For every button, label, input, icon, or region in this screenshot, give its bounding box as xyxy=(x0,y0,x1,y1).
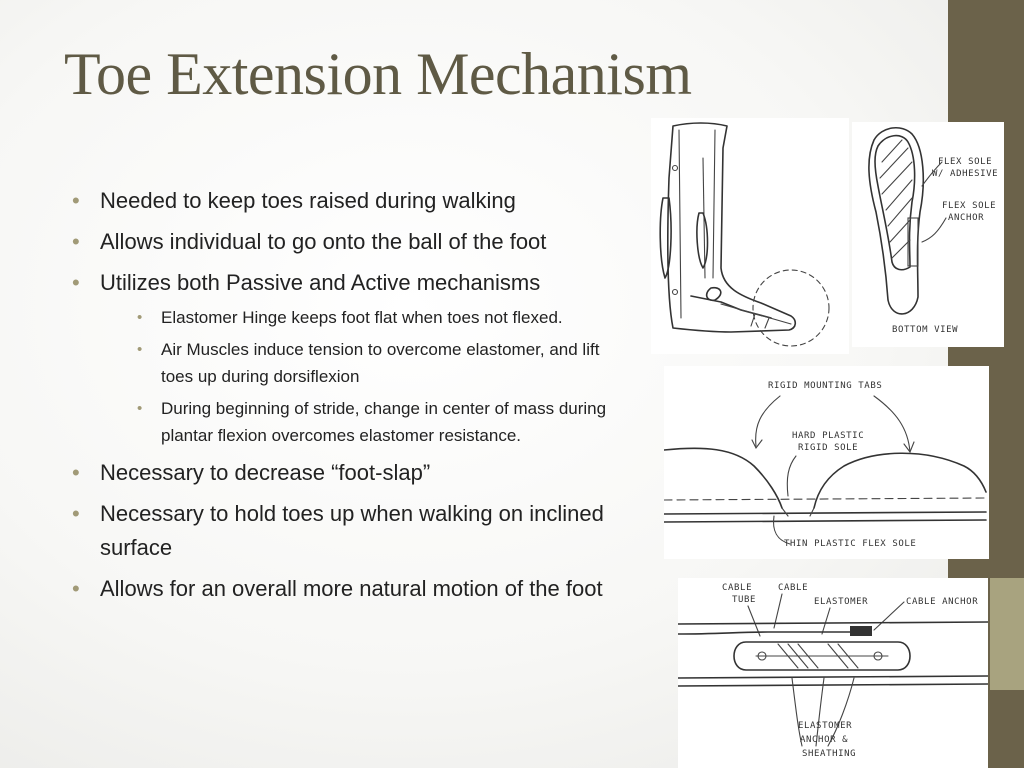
sub-bullet-item: • Air Muscles induce tension to overcome elastomer, and lift toes up during dorsiflexion xyxy=(100,336,632,390)
label-rigid-sole-text: RIGID SOLE xyxy=(798,443,859,453)
bullet-item xyxy=(72,266,632,449)
label-bottom-view: BOTTOM VIEW xyxy=(892,325,959,335)
bullet-text: Utilizes both Passive and Active mechanisms xyxy=(100,270,541,295)
label-flex-sole-anchor: FLEX SOLE xyxy=(942,201,997,211)
label-flex-sole: FLEX SOLE xyxy=(938,157,993,167)
boot-side-sketch xyxy=(651,118,849,354)
elastomer-hinge-sketch xyxy=(678,578,988,768)
sole-cross-section-sketch xyxy=(664,366,989,559)
label-elastomer-bottom: ELASTOMER xyxy=(798,721,853,731)
sole-bottom-sketch xyxy=(852,122,1004,347)
slide-title: Toe Extension Mechanism xyxy=(64,41,692,107)
sub-bullet-list xyxy=(100,304,632,449)
label-elastomer-top: ELASTOMER xyxy=(814,597,869,607)
label-cable-anchor: CABLE ANCHOR xyxy=(906,597,979,607)
label-anchor-and: ANCHOR & xyxy=(800,735,849,745)
label-rigid-mounting-tabs: RIGID MOUNTING TABS xyxy=(768,381,883,391)
bullet-item: • Allows for an overall more natural motion of the foot xyxy=(72,572,632,606)
label-cable-2: CABLE xyxy=(778,583,809,593)
label-sheathing: SHEATHING xyxy=(802,749,857,759)
bullet-list xyxy=(72,184,632,613)
sub-bullet-item: • Elastomer Hinge keeps foot flat when toes not flexed. xyxy=(100,304,632,331)
label-anchor: ANCHOR xyxy=(948,213,985,223)
label-adhesive: W/ ADHESIVE xyxy=(932,169,999,179)
right-accent-block xyxy=(990,578,1024,690)
label-thin-plastic-flex-sole: THIN PLASTIC FLEX SOLE xyxy=(784,539,917,549)
bullet-item: • Necessary to hold toes up when walking on inclined surface xyxy=(72,497,632,565)
sub-bullet-item: • During beginning of stride, change in center of mass during plantar flexion overcomes elastomer resistance. xyxy=(100,395,632,449)
label-tube: TUBE xyxy=(732,595,757,605)
label-hard-plastic: HARD PLASTIC xyxy=(792,431,865,441)
bullet-item: • Allows individual to go onto the ball of the foot xyxy=(72,225,632,259)
bullet-item: • Necessary to decrease “foot-slap” xyxy=(72,456,632,490)
bullet-item: • Needed to keep toes raised during walking xyxy=(72,184,632,218)
label-cable-1: CABLE xyxy=(722,583,753,593)
